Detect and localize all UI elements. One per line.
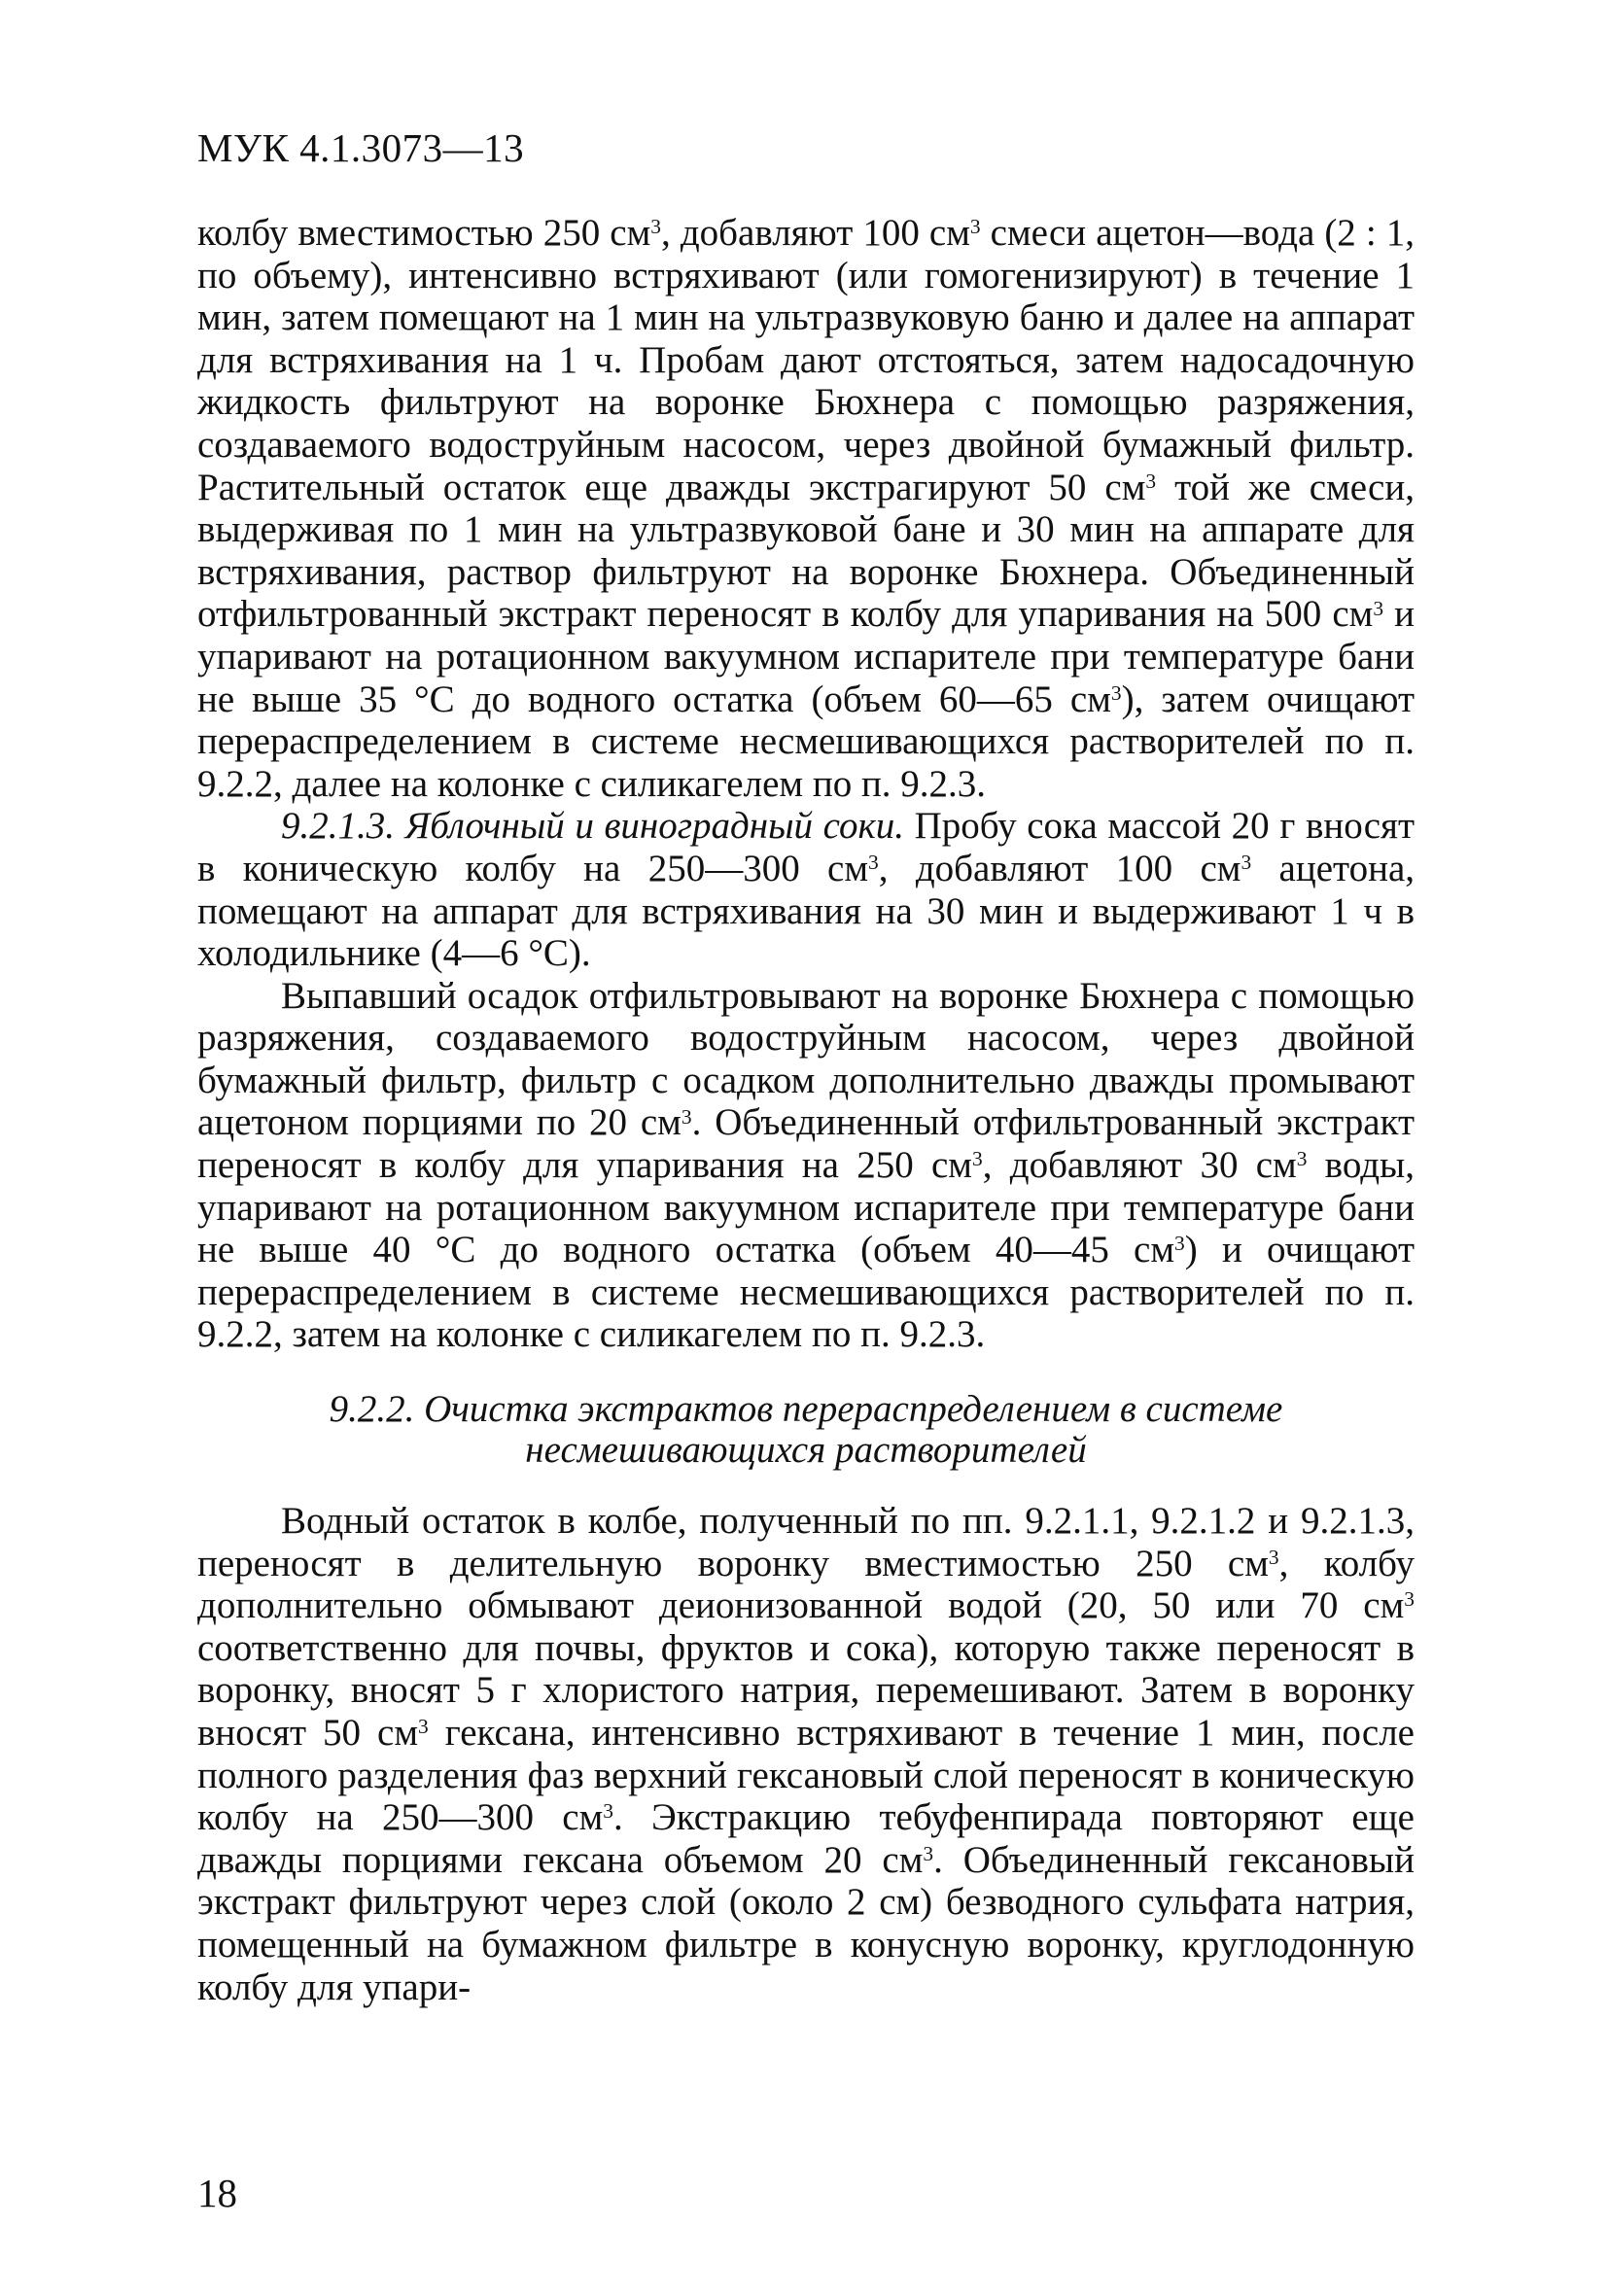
text-run: Водный остаток в колбе, полученный по пп. 9.2.1.1, 9.2.1.2 и 9.2.1.3, переносят в делительную воронку вместимостью 250 см [197,1500,1415,1584]
superscript-cubic: 3 [681,1104,692,1129]
text-run: . Объединенный отфильтрованный экстракт переносят в колбу для упаривания на 250 см [197,1101,1415,1187]
paragraph-sediment-filtration [197,975,1415,1356]
superscript-cubic: 3 [603,1799,613,1824]
text-run: . Экстракцию тебуфенпирада повторяют еще дважды порциями гексана объемом 20 см [197,1796,1415,1881]
text-run: и упаривают на ротационном вакуумном испарителе при температуре бани не выше 35 °С до водного остатка (объем 60—65 см [197,593,1415,720]
text-run: воды, упаривают на ротационном вакуумном испарителе при температуре бани не выше 40 °С до водного остатка (объем 40—45 см [197,1144,1416,1271]
subheading-line: 9.2.2. Очистка экстрактов перераспределением в системе [329,1388,1283,1431]
text-run: . Объединенный гексановый экстракт фильтруют через слой (около 2 см) безводного сульфата натрия, помещенный на бумажном фильтре в конусную воронку, круглодонную колбу для упари- [197,1838,1415,2008]
text-run: колбу вместимостью 250 см [197,212,651,254]
text-run: гексана, интенсивно встряхивают в течение 1 мин, после полного разделения фаз верхний гексановый слой переносят в коническую колбу на 250—300 см [197,1712,1415,1839]
text-run: соответственно для почвы, фруктов и сока), которую также переносят в воронку, вносят 5 г хлористого натрия, перемешивают. Затем в воронку вносят 50 см [197,1626,1415,1754]
superscript-cubic: 3 [972,1147,983,1171]
superscript-cubic: 3 [1145,469,1157,493]
paragraph-partition-cleanup [197,1500,1415,2008]
text-run: той же смеси, выдерживая по 1 мин на ультразвуковой бане и 30 мин на аппарате для встряхивания, раствор фильтруют на воронке Бюхнера. Объединенный отфильтрованный экстракт переносят в колбу для упаривания на 500 см [197,466,1415,636]
superscript-cubic: 3 [1373,596,1384,620]
superscript-cubic: 3 [1241,851,1252,875]
section-subheading [197,1389,1415,1471]
text-run: ) и очищают перераспределением в системе несмешивающихся растворителей по п. 9.2.2, затем на колонке с силикагелем по п. 9.2.3. [197,1229,1416,1356]
paragraph-flask-extraction [197,212,1415,805]
page-number: 18 [197,2171,237,2215]
superscript-cubic: 3 [1296,1147,1308,1171]
superscript-cubic: 3 [923,1841,934,1865]
text-run: , добавляют 100 см [661,212,970,254]
section-lead-italic: 9.2.1.3. Яблочный и виноградный соки. [281,805,904,848]
text-run: , добавляют 30 см [982,1144,1297,1187]
document-body [197,212,1415,2008]
superscript-cubic: 3 [418,1715,429,1739]
text-run: Выпавший осадок отфильтровывают на воронке Бюхнера с помощью разряжения, создаваемого водоструйным насосом, через двойной бумажный фильтр, фильтр с осадком дополнительно дважды промывают ацетоном порциями по 20 см [197,974,1415,1144]
superscript-cubic: 3 [868,851,879,875]
superscript-cubic: 3 [1174,1232,1185,1256]
text-run: , колбу дополнительно обмывают деионизованной водой (20, 50 или 70 см [197,1542,1415,1627]
paragraph-juices [197,805,1415,974]
superscript-cubic: 3 [1404,1587,1415,1612]
superscript-cubic: 3 [1110,680,1122,705]
document-header: МУК 4.1.3073—13 [197,125,525,170]
text-run: Пробу сока массой 20 г вносят в коническую колбу на 250—300 см [197,805,1415,889]
text-run: ), затем очищают перераспределением в системе несмешивающихся растворителей по п. 9.2.2, далее на колонке с силикагелем по п. 9.2.3. [197,678,1416,805]
superscript-cubic: 3 [969,215,981,239]
superscript-cubic: 3 [1268,1545,1279,1569]
subheading-line: несмешивающихся растворителей [525,1429,1087,1472]
text-run: , добавляют 100 см [878,847,1241,889]
superscript-cubic: 3 [650,215,662,239]
text-run: ацетона, помещают на аппарат для встряхивания на 30 мин и выдерживают 1 ч в холодильнике (4—6 °С). [197,847,1415,975]
text-run: смеси ацетон—вода (2 : 1, по объему), интенсивно встряхивают (или гомогенизируют) в течение 1 мин, затем помещают на 1 мин на ультразвуковую баню и далее на аппарат для встряхивания на 1 ч. Пробам дают отстояться, затем надосадочную жидкость фильтруют на воронке Бюхнера с помощью разряжения, создаваемого водоструйным насосом, через двойной бумажный фильтр. Растительный остаток еще дважды экстрагируют 50 см [197,212,1416,508]
